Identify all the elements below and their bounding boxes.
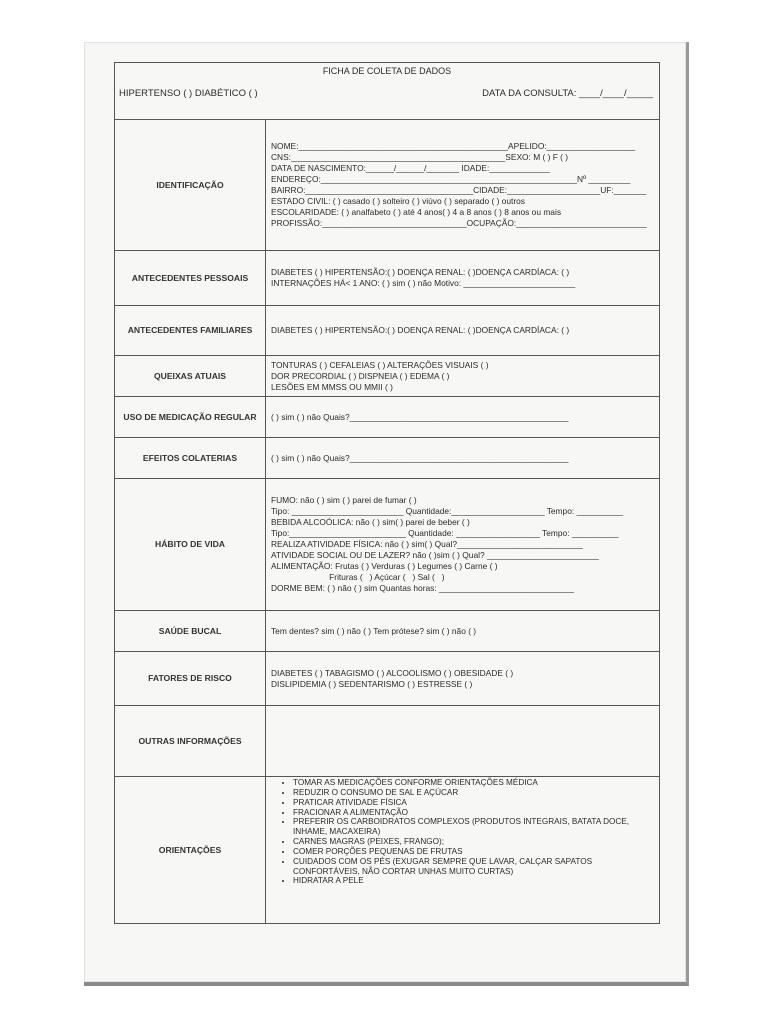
field-line: PROFISSÃO:_______________________________OCUPAÇÃO:____________________________ [271, 218, 647, 228]
field-line: DIABETES ( ) TABAGISMO ( ) ALCOOLISMO ( ) OBESIDADE ( ) [271, 667, 514, 678]
field-line: FUMO: não ( ) sim ( ) parei de fumar ( ) [271, 495, 417, 505]
field-line: ESTADO CIVIL: ( ) casado ( ) solteiro ( ) viúvo ( ) separado ( ) outros [271, 196, 525, 206]
field-line: ESCOLARIDADE: ( ) analfabeto ( ) até 4 anos( ) 4 a 8 anos ( ) 8 anos ou mais [271, 207, 562, 217]
section-label: USO DE MEDICAÇÃO REGULAR [115, 397, 266, 437]
section-content-empty [266, 706, 659, 776]
data-collection-form [114, 62, 660, 924]
data-consulta-field: DATA DA CONSULTA: ____/____/_____ [482, 88, 653, 99]
section-saude-bucal [115, 611, 659, 652]
field-line: LESÕES EM MMSS OU MMII ( ) [271, 381, 393, 392]
list-item: • CARNES MAGRAS (PEIXES, FRANGO); [293, 837, 654, 847]
section-label: OUTRAS INFORMAÇÕES [115, 706, 266, 776]
field-line: ( ) sim ( ) não Quais?_______________________________________________ [271, 452, 569, 463]
list-item: • HIDRATAR A PELE [293, 876, 654, 886]
orientacoes-list [271, 778, 654, 886]
section-orientacoes [115, 777, 659, 923]
section-queixas-atuais [115, 356, 659, 397]
section-label: ORIENTAÇÕES [115, 777, 266, 923]
hipertenso-diabetico-field: HIPERTENSO ( ) DIABÉTICO ( ) [119, 88, 258, 99]
section-label: SAÚDE BUCAL [115, 611, 266, 651]
section-habito-de-vida [115, 479, 659, 611]
list-item: • REDUZIR O CONSUMO DE SAL E AÇÚCAR [293, 788, 654, 798]
section-label: ANTECEDENTES PESSOAIS [115, 251, 266, 305]
section-label: FATORES DE RISCO [115, 652, 266, 705]
field-line: BEBIDA ALCOÓLICA: não ( ) sim( ) parei de beber ( ) [271, 517, 470, 527]
section-efeitos-colaterias [115, 438, 659, 479]
field-line: Tipo: ________________________ Quantidade:____________________ Tempo: __________ [271, 506, 624, 516]
field-line: DOR PRECORDIAL ( ) DISPNEIA ( ) EDEMA ( ) [271, 370, 450, 381]
field-line: INTERNAÇÕES HÁ< 1 ANO: ( ) sim ( ) não Motivo: ________________________ [271, 278, 576, 288]
section-content [266, 438, 659, 478]
section-label: QUEIXAS ATUAIS [115, 356, 266, 396]
field-line: Frituras ( ) Açúcar ( ) Sal ( ) [271, 572, 445, 582]
section-fatores-risco [115, 652, 659, 706]
section-content [266, 120, 659, 250]
field-line: ALIMENTAÇÃO: Frutas ( ) Verduras ( ) Legumes ( ) Carne ( ) [271, 561, 498, 571]
section-content [266, 251, 659, 305]
section-content [266, 652, 659, 705]
list-item: • CUIDADOS COM OS PÉS (EXUGAR SEMPRE QUE LAVAR, CALÇAR SAPATOS CONFORTÁVEIS, NÃO CORTAR UNHAS MUITO CURTAS) [293, 857, 654, 877]
list-item: • TOMAR AS MEDICAÇÕES CONFORME ORIENTAÇÕES MÉDICA [293, 778, 654, 788]
field-line: Tipo:_________________________ Quantidade: __________________ Tempo: __________ [271, 528, 619, 538]
form-title: FICHA DE COLETA DE DADOS [322, 66, 452, 76]
field-line: ATIVIDADE SOCIAL OU DE LAZER? não ( )sim ( ) Qual? ________________________ [271, 550, 599, 560]
section-antecedentes-familiares [115, 306, 659, 356]
field-line: DIABETES ( ) HIPERTENSÃO:( ) DOENÇA RENAL: ( )DOENÇA CARDÍACA: ( ) [271, 267, 570, 277]
field-line: CNS:______________________________________________SEXO: M ( ) F ( ) [271, 152, 569, 162]
field-line: DORME BEM: ( ) não ( ) sim Quantas horas: _____________________________ [271, 583, 575, 593]
field-line: DISLIPIDEMIA ( ) SEDENTARISMO ( ) ESTRESSE ( ) [271, 678, 473, 689]
field-line: DIABETES ( ) HIPERTENSÃO:( ) DOENÇA RENAL: ( )DOENÇA CARDÍACA: ( ) [271, 325, 570, 335]
section-outras-informacoes [115, 706, 659, 777]
list-item: • FRACIONAR A ALIMENTAÇÃO [293, 808, 654, 818]
field-line: TONTURAS ( ) CEFALEIAS ( ) ALTERAÇÕES VISUAIS ( ) [271, 359, 489, 370]
form-header [115, 63, 659, 120]
list-item: • PRATICAR ATIVIDADE FÍSICA [293, 798, 654, 808]
section-content [266, 611, 659, 651]
field-line: DATA DE NASCIMENTO:______/______/_______ IDADE:_____________ [271, 163, 550, 173]
section-content [266, 356, 659, 396]
list-item: • COMER PORÇÕES PEQUENAS DE FRUTAS [293, 847, 654, 857]
field-line: Tem dentes? sim ( ) não ( ) Tem prótese? sim ( ) não ( ) [271, 625, 477, 636]
field-line: ENDEREÇO:_______________________________________________________Nº _________ [271, 174, 631, 184]
section-content [266, 777, 659, 923]
section-identificacao [115, 120, 659, 251]
field-line: REALIZA ATIVIDADE FÍSICA: não ( ) sim( ) Qual?___________________________ [271, 539, 583, 549]
field-line: NOME:_____________________________________________APELIDO:___________________ [271, 141, 636, 151]
section-label: IDENTIFICAÇÃO [115, 120, 266, 250]
section-content [266, 306, 659, 355]
section-antecedentes-pessoais [115, 251, 659, 306]
field-line: ( ) sim ( ) não Quais?_______________________________________________ [271, 411, 569, 422]
section-label: EFEITOS COLATERIAS [115, 438, 266, 478]
section-content [266, 479, 659, 610]
list-item: • PREFERIR OS CARBOIDRATOS COMPLEXOS (PRODUTOS INTEGRAIS, BATATA DOCE, INHAME, MACAXEIRA) [293, 817, 654, 837]
section-label: ANTECEDENTES FAMILIARES [115, 306, 266, 355]
section-label: HÁBITO DE VIDA [115, 479, 266, 610]
section-uso-medicacao [115, 397, 659, 438]
field-line: BAIRRO:____________________________________CIDADE:____________________UF:_______ [271, 185, 647, 195]
section-content [266, 397, 659, 437]
